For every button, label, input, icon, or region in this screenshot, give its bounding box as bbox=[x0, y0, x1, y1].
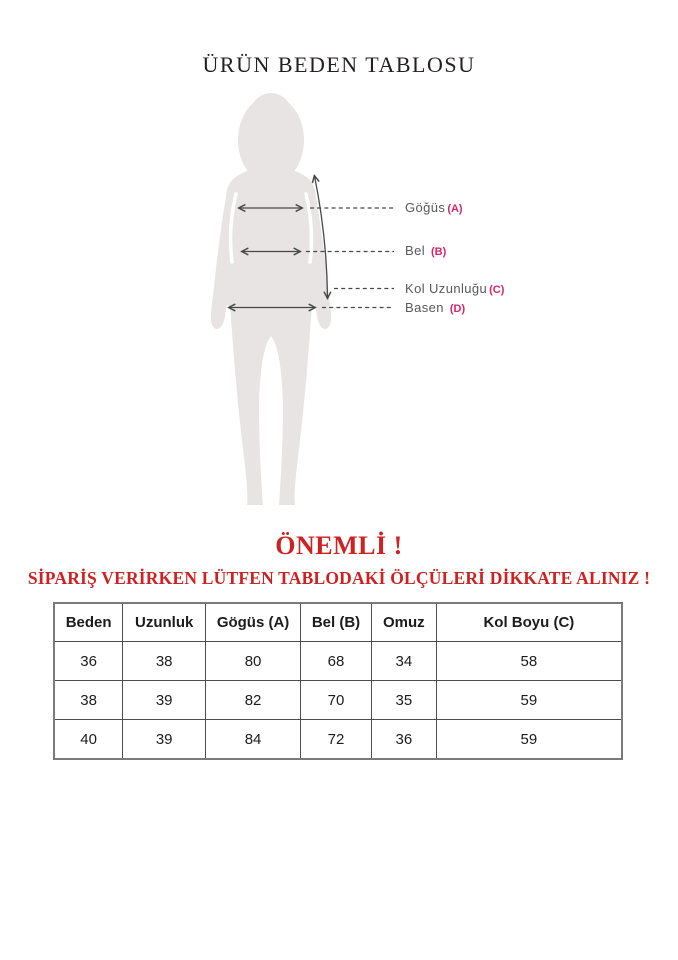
table-cell: 58 bbox=[436, 642, 622, 681]
size-table-col-header: Uzunluk bbox=[123, 603, 206, 642]
important-heading: ÖNEMLİ ! bbox=[275, 531, 403, 560]
hip-label bbox=[405, 300, 465, 316]
size-table-col-header: Beden bbox=[54, 603, 123, 642]
table-cell: 34 bbox=[371, 642, 436, 681]
hip-label-text: Basen bbox=[405, 300, 444, 315]
size-table-col-header: Gögüs (A) bbox=[206, 603, 301, 642]
table-cell: 70 bbox=[300, 681, 371, 720]
table-cell: 80 bbox=[206, 642, 301, 681]
table-cell: 38 bbox=[54, 681, 123, 720]
waist-label bbox=[405, 243, 446, 259]
chest-label-marker: (A) bbox=[447, 203, 463, 215]
size-table-header bbox=[54, 603, 622, 642]
size-table-col-header: Omuz bbox=[371, 603, 436, 642]
table-cell: 72 bbox=[300, 720, 371, 760]
size-table-col-header: Kol Boyu (C) bbox=[436, 603, 622, 642]
table-row bbox=[54, 642, 622, 681]
chest-label bbox=[405, 200, 463, 216]
arm-length-label bbox=[405, 281, 504, 297]
table-cell: 39 bbox=[123, 720, 206, 760]
female-silhouette-image bbox=[211, 93, 331, 505]
table-cell: 38 bbox=[123, 642, 206, 681]
table-cell: 68 bbox=[300, 642, 371, 681]
important-subheading: SİPARİŞ VERİRKEN LÜTFEN TABLODAKİ ÖLÇÜLERİ DİKKATE ALINIZ ! bbox=[27, 568, 651, 588]
table-cell: 39 bbox=[123, 681, 206, 720]
size-table-body bbox=[54, 642, 622, 760]
table-cell: 36 bbox=[54, 642, 123, 681]
size-table bbox=[53, 602, 623, 760]
table-cell: 35 bbox=[371, 681, 436, 720]
table-cell: 84 bbox=[206, 720, 301, 760]
arm-length-label-marker: (C) bbox=[489, 284, 505, 296]
table-cell: 82 bbox=[206, 681, 301, 720]
size-table-col-header: Bel (B) bbox=[300, 603, 371, 642]
page-title: ÜRÜN BEDEN TABLOSU bbox=[202, 52, 476, 77]
table-row bbox=[54, 720, 622, 760]
body-measurement-diagram bbox=[140, 88, 400, 520]
chest-label-text: Göğüs bbox=[405, 200, 446, 215]
table-row bbox=[54, 681, 622, 720]
table-cell: 59 bbox=[436, 681, 622, 720]
hip-label-marker: (D) bbox=[449, 303, 466, 315]
table-cell: 59 bbox=[436, 720, 622, 760]
arm-length-label-text: Kol Uzunluğu bbox=[405, 281, 488, 296]
table-cell: 36 bbox=[371, 720, 436, 760]
waist-label-marker: (B) bbox=[431, 246, 447, 258]
waist-label-text: Bel bbox=[405, 243, 425, 258]
table-cell: 40 bbox=[54, 720, 123, 760]
